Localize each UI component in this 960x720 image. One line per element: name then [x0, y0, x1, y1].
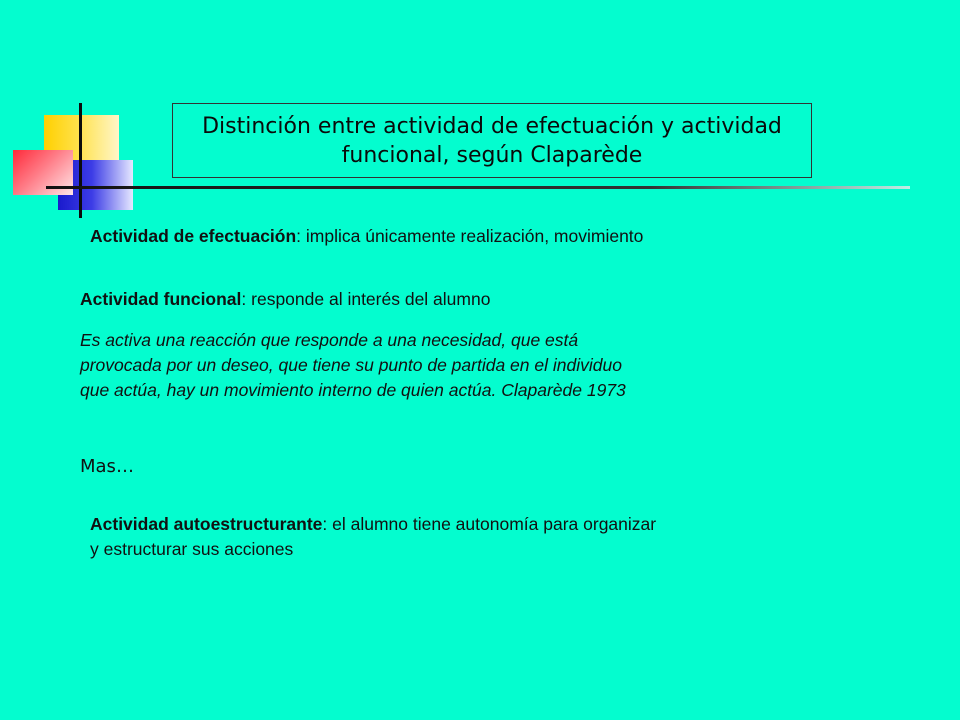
autoestructurante-paragraph: [90, 512, 656, 562]
efectuacion-term: Actividad de efectuación: [90, 226, 297, 246]
efectuacion-definition: : implica únicamente realización, movimiento: [296, 226, 644, 246]
quote-line-1: Es activa una reacción que responde a una necesidad, que está: [80, 330, 579, 350]
vertical-rule-decoration: [79, 103, 82, 218]
quote-line-3: que actúa, hay un movimiento interno de quien actúa. Claparède 1973: [80, 380, 626, 400]
quote-line-2: provocada por un deseo, que tiene su punto de partida en el individuo: [80, 355, 622, 375]
funcional-paragraph: [80, 287, 490, 312]
autoestructurante-definition-2: y estructurar sus acciones: [90, 539, 294, 559]
autoestructurante-term: Actividad autoestructurante: [90, 514, 323, 534]
autoestructurante-definition-1: : el alumno tiene autonomía para organizar: [322, 514, 657, 534]
efectuacion-paragraph: [90, 224, 643, 249]
horizontal-rule-decoration: [46, 186, 910, 189]
funcional-definition: : responde al interés del alumno: [241, 289, 491, 309]
slide-title-text: Distinción entre actividad de efectuación y actividad funcional, según Claparède: [202, 113, 782, 168]
mas-text: Mas…: [80, 456, 134, 477]
funcional-term: Actividad funcional: [80, 289, 242, 309]
claparede-quote: [80, 328, 626, 403]
slide-title: [172, 103, 812, 178]
